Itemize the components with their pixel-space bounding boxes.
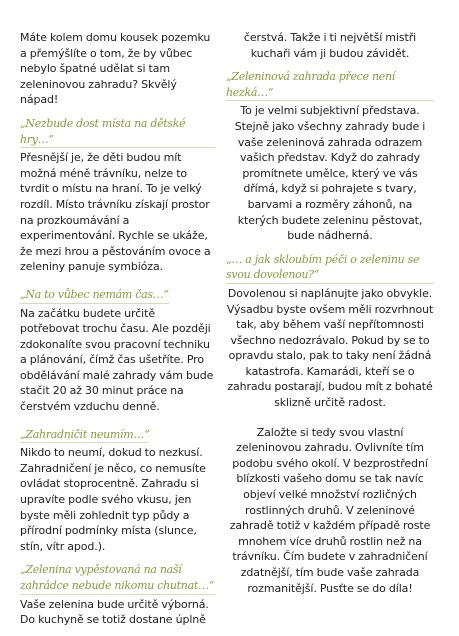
section-body: To je velmi subjektivní představa. Stejně jako všechny zahrady bude i vaše zeleninová zahrada odrazem vašich představ. Když do zahrady promítnete umělce, který ve vás dřímá, když si pohrajete s tvary, barvami a rozměry záhonů, na kterých budete zeleninu pěstovat, bude nádherná. [234, 104, 426, 243]
continuation-paragraph: čerstvá. Takže i ti největší mistři kuchaři vám ji budou závidět. [243, 31, 417, 60]
section-heading-wrap [20, 562, 216, 594]
section-heading-wrap [20, 116, 216, 148]
section-body: Na začátku budete určitě potřebovat trochu času. Ale později zdokonalíte svou pracovní techniku a plánování, čímž čas ušetříte. Pro obdělávání malé zahrady vám bude stačit 20 až 30 minut práce na čerstvém vzduchu denně. [20, 306, 214, 414]
right-column [226, 30, 434, 604]
section-body: Vaše zelenina bude určitě výborná. Do kuchyně se totiž dostane úplně [20, 597, 209, 627]
section-heading: „Zahradničit neumím…“ [20, 427, 149, 444]
section-body: Přesnější je, že děti budou mít možná méně trávníku, nelze to tvrdit o místu na hraní. To je velký rozdíl. Místo trávníku získají prostor na prozkoumávání a experimentování. Rychle se ukáže, že mezi hrou a pěstováním ovoce a zeleniny panuje symbióza. [20, 151, 211, 274]
section-body: Dovolenou si naplánujte jako obvykle. Výsadbu byste ovšem měli rozvrhnout tak, aby během vaší nepřítomnosti všechno nedozrávalo. Pokud by se to opravdu stalo, pak to taky není žádná katastrofa. Kamarádi, kteří se o zahradu postarají, budou mít z bohaté sklizně určitě radost. [226, 286, 434, 410]
section-heading: „… a jak skloubím péči o zeleninu se svou dovolenou?“ [226, 252, 434, 284]
closing-paragraph: Založte si tedy svou vlastní zeleninovou zahradu. Ovlivníte tím podobu svého okolí. V bezprostřední blízkosti vašeho domu se tak navíc objeví velké množství rozličných rostlinných druhů. V zeleninové zahradě totiž v každém případě roste mnohem více druhů rostlin než na trávníku. Čím budete v zahradničení zdatnější, tím bude vaše zahrada rozmanitější. Pusťte se do díla! [229, 425, 431, 595]
left-column [20, 30, 216, 636]
section-heading: „Na to vůbec nemám čas…“ [20, 287, 169, 304]
section-heading-wrap [20, 423, 216, 444]
section-heading-wrap [20, 283, 216, 304]
section-heading-wrap [226, 69, 434, 101]
section-heading: „Nezbude dost místa na dětské hry…“ [20, 116, 216, 148]
section-heading: „Zelenina vypěstovaná na naší zahrádce nebude nikomu chutnat…“ [20, 562, 216, 594]
section-heading: „Zeleninová zahrada přece není hezká…“ [226, 69, 434, 101]
section-heading-wrap [226, 252, 434, 284]
section-body: Nikdo to neumí, dokud to nezkusí. Zahradničení je něco, co nemusíte ovládat stoprocentně. Zahradu si upravíte podle svého vkusu, jen byste měli zohlednit typ půdy a přírodní podmínky místa (slunce, stín, vítr apod.). [20, 446, 206, 553]
intro-paragraph: Máte kolem domu kousek pozemku a přemýšlíte o tom, že by vůbec nebylo špatné udělat si tam zeleninovou zahradu? Skvělý nápad! [20, 31, 211, 107]
